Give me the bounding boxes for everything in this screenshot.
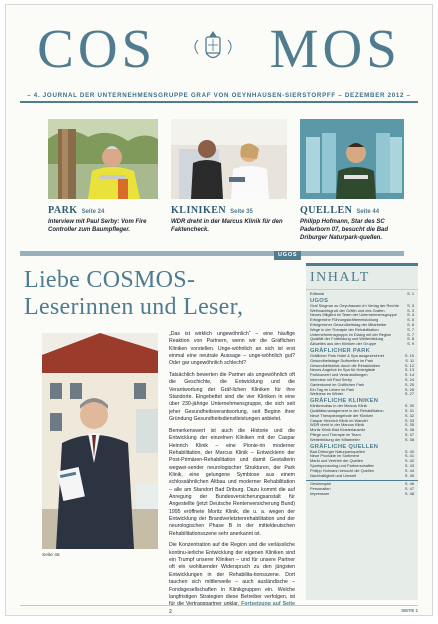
teaser-kliniken[interactable]: [171, 205, 289, 234]
toc-section-heading: GRÄFLICHE QUELLEN: [310, 443, 379, 450]
toc-entry[interactable]: Gartenkunst im Gräflichen Park S. 25: [310, 381, 414, 387]
toc-entry[interactable]: Unternehmensgruppe im Dialog mit der Region S. 7: [310, 331, 414, 337]
toc-entry[interactable]: Aktuelles aus den Kliniken der Gruppe S. 9: [310, 341, 414, 347]
toc-entry[interactable]: Neues Mitglied im Team der Unternehmensgruppe S. 4: [310, 312, 414, 318]
teaser-heading: [300, 205, 408, 216]
toc-section-heading: GRÄFLICHER PARK: [310, 347, 371, 354]
teaser-quellen[interactable]: [300, 205, 408, 242]
toc-entry[interactable]: Editorial S. 1: [310, 291, 414, 296]
teaser-photo-kliniken[interactable]: [171, 119, 287, 199]
toc-entry[interactable]: Klinikneubau in der Marcus Klinik S. 30: [310, 403, 414, 409]
toc-footer: [306, 480, 418, 496]
toc-entry[interactable]: Sportsponsoring und Partnerschaften S. 43: [310, 462, 414, 468]
teaser-park[interactable]: [48, 205, 166, 234]
toc-entry[interactable]: Qualität der Fortbildung und Weiterbildung S. 8: [310, 336, 414, 342]
teaser-heading: [48, 205, 166, 216]
toc-sections: [306, 297, 418, 479]
toc-entry[interactable]: Parkkonzert und Veranstaltungen S. 14: [310, 372, 414, 378]
teaser-photo-quellen[interactable]: [300, 119, 404, 199]
toc-entry[interactable]: Nachhaltigkeit und Umwelt S. 45: [310, 472, 414, 478]
section-band: [20, 251, 404, 256]
toc-title: INHALT: [306, 266, 418, 290]
teaser-page-ref: Seite 24: [81, 209, 105, 215]
toc-section-heading: UGOS: [310, 297, 329, 304]
paragraph: Bemerkenswert ist auch die Historie und die Entwicklung der einzelnen Kliniken mit der Caspar Heinrich Klinik – eine Pionie-rin moderner Rehabilitation, der Marcus Klinik – Entwicklerin der Post-Primären-Rehabilitation und damit Gestalterin wegwei-sender neurologischer Strukturen, der Park Klinik, eine gelungene Symbiose aus einem schlossähnlichen Altbau und moderner Rehabilitation – alle am Standort Bad Driburg. Dazu kommt die auf Anregung der Bundesversicherungsanstalt für Angestellte (jetzt Deutsche Rentenversicherung Bund) 1995 eröffnete Moritz Klinik, die u. a. wegen der Entwicklung der Brandverletztenrehabilitation und der neurologischen Phase B in der mitteldeutschen Rehabilitationsszene sehr anerkannt ist.: [169, 427, 295, 537]
toc-entry[interactable]: Weihnachtsgruß der Gräfin und des Grafen S. 3: [310, 307, 414, 313]
cosmos-logo: [6, 19, 432, 79]
toc-entry[interactable]: Markt und Vertrieb der Quellen S. 42: [310, 458, 414, 464]
toc-entry[interactable]: Neue Therapieangebote der Kliniken S. 32: [310, 412, 414, 418]
toc-entry[interactable]: WDR dreht in der Marcus Klinik S. 35: [310, 422, 414, 428]
footer-rule: [20, 605, 418, 606]
toc-entry[interactable]: Erfolgreicher Gesundheitstag der Mitarbeiter S. 6: [310, 321, 414, 327]
toc-section-heading: GRÄFLICHE KLINIKEN: [310, 398, 379, 405]
toc-entry[interactable]: Pflege und Therapie im Team S. 37: [310, 431, 414, 437]
editorial-body: [169, 331, 295, 616]
toc-entry[interactable]: Neue Produkte im Sortiment S. 41: [310, 453, 414, 459]
teaser-text: WDR dreht in der Marcus Klinik für den Faktencheck.: [171, 219, 283, 233]
teaser-text: Interview mit Paul Serby: Vom Fire Controller zum Baumpfleger.: [48, 219, 147, 233]
paragraph: Tatsächlich bewerten die Partner als ungewöhnlich oft die Geschichte, die Entwicklung und die Verantwortung der Gräf-lichen Kliniken für ihre Standorte. Eingebettet sind die vier Kliniken in eine über 230-jährige Unternehmensgruppe, die sich seit jeher Gesundheitsverantwortung, seit Beginn ihrer Gründung Gesundheitsdienstleistungen anbietet.: [169, 372, 295, 423]
family-crest-icon: [188, 26, 238, 66]
table-of-contents: [306, 263, 418, 600]
photo-caption: Seite 4ä: [42, 553, 60, 558]
teaser-page-ref: Seite 35: [230, 209, 253, 215]
masthead: [6, 5, 432, 83]
paragraph-text: Die Konzentration auf die Region und die verlässliche kontinu-ierliche Entwicklung der eigenen Kliniken sind ein Trumpf unserer Kliniken – und für unsere Partner oft ein wohltuender Widerspruch zu den jüngsten Entwicklungen in der Rehabilita-tionsszene. Dort tauchen sich mittlerweile – auch ausländische – Fondsgesellschaften in Klinikgruppen ein. Welche langfristigen Strategien diese Betreiber verfolgen, ist für die Vertragspartner unklar.: [169, 542, 295, 608]
toc-entry[interactable]: Neues Angebot im Spa für Hotelgäste S. 13: [310, 367, 414, 373]
journal-front-page: [5, 4, 433, 616]
masthead-rule: [20, 101, 418, 103]
toc-entry[interactable]: Erfolgreiche Führungskräfteentwicklung S. 5: [310, 317, 414, 323]
toc-entry[interactable]: Impressum S. 48: [310, 490, 414, 496]
toc-entry[interactable]: Personalien S. 47: [310, 486, 414, 492]
toc-entry[interactable]: Wege in der Therapie der Rehabilitation S. 7: [310, 326, 414, 332]
teaser-title: QUELLEN: [300, 205, 353, 216]
toc-entry[interactable]: Gewinnspiel S. 46: [306, 480, 418, 487]
toc-entry[interactable]: Philipp Hofmann besucht die Quellen S. 44: [310, 467, 414, 473]
teaser-page-ref: Seite 44: [356, 209, 380, 215]
toc-entry[interactable]: Caspar Heinrich Klinik im Wandel S. 33: [310, 417, 414, 423]
toc-entry[interactable]: Ein Tag im Leben im Park S. 26: [310, 386, 414, 392]
logo-text-left: COS: [37, 18, 157, 79]
editorial-headline: Liebe COSMOS-Leserinnen und Leser,: [24, 267, 244, 320]
toc-entry[interactable]: Graf Siegmar zu Oeynhausen im Verlag der Rechte S. 3: [310, 302, 414, 308]
teaser-title: KLINIKEN: [171, 205, 227, 216]
logo-text-right: MOS: [269, 18, 401, 79]
teaser-text: Philipp Hofmann, Star des SC Paderborn 07, besucht die Bad Driburger Naturpark-quellen.: [300, 219, 389, 241]
page-number: SEITE 1: [401, 608, 418, 613]
journal-tagline: – 4. JOURNAL DER UNTERNEHMENSGRUPPE GRAF VON OEYNHAUSEN-SIERSTORPFF – DEZEMBER 2012 –: [27, 92, 411, 99]
toc-entry[interactable]: Weiterbildung der Mitarbeiter S. 38: [310, 436, 414, 442]
toc-entry[interactable]: Moritz Klinik Bad Klosterlausnitz S. 36: [310, 427, 414, 433]
section-label: UGOS: [274, 251, 301, 260]
toc-entry[interactable]: Qualitätsmanagement in der Rehabilitation S. 31: [310, 407, 414, 413]
continued-link[interactable]: Fortsetzung auf Seite 2: [169, 601, 296, 615]
toc-entry[interactable]: Wellness im Winter S. 27: [310, 391, 414, 397]
toc-entry[interactable]: Gesundheitsblick durch die Rehakliniken S. 12: [310, 362, 414, 368]
teaser-title: PARK: [48, 205, 78, 216]
toc-entry[interactable]: Gesundheitstage Duftwelten im Park S. 11: [310, 357, 414, 363]
toc-entry[interactable]: Bad Driburger Naturparkquellen S. 40: [310, 448, 414, 454]
paragraph: „Das ist wirklich ungewöhnlich“ – eine häufige Reaktion von Partnern, wenn wir die Gräflichen Kliniken vorstellen. Unge-wöhnlich an sich ist erst einmal eine neutrale Aussage – unge-wöhnlich gut? Oder gar ungewöhnlich schlecht?: [169, 331, 295, 367]
portrait-photo: [42, 333, 158, 549]
teaser-heading: [171, 205, 289, 216]
toc-entry[interactable]: Interview mit Paul Serby S. 24: [310, 376, 414, 382]
toc-entry[interactable]: Gräflicher Park Hotel & Spa ausgezeichnet S. 10: [310, 352, 414, 358]
teaser-photo-park[interactable]: [48, 119, 158, 199]
